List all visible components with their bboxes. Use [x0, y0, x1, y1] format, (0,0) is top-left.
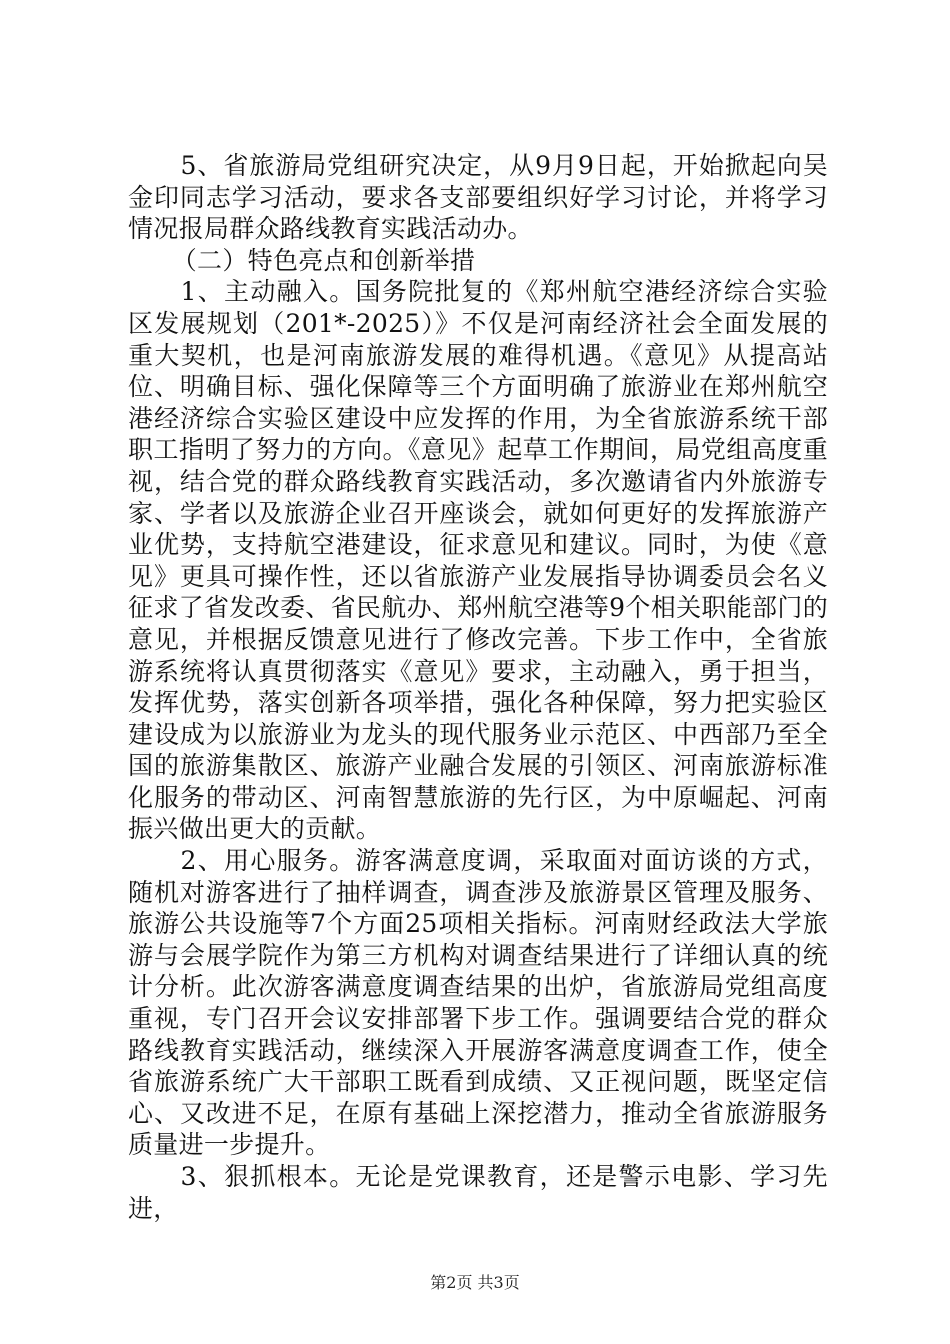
document-body	[128, 150, 828, 1224]
paragraph-attentive-service: 2、用心服务。游客满意度调，采取面对面访谈的方式，随机对游客进行了抽样调查，调查涉及旅游景区管理及服务、旅游公共设施等7个方面25项相关指标。河南财经政法大学旅游与会展学院作为第三方机构对调查结果进行了详细认真的统计分析。此次游客满意度调查结果的出炉，省旅游局党组高度重视，专门召开会议安排部署下步工作。强调要结合党的群众路线教育实践活动，继续深入开展游客满意度调查工作，使全省旅游系统广大干部职工既看到成绩、又正视问题，既坚定信心、又改进不足，在原有基础上深挖潜力，推动全省旅游服务质量进一步提升。	[128, 846, 828, 1160]
section-heading-features: （二）特色亮点和创新举措	[171, 245, 476, 275]
paragraph-item-5: 5、省旅游局党组研究决定，从9月9日起，开始掀起向吴金印同志学习活动，要求各支部要组织好学习讨论，并将学习情况报局群众路线教育实践活动办。	[128, 151, 828, 244]
paragraph-grasp-fundamentals: 3、狠抓根本。无论是党课教育，还是警示电影、学习先进，	[128, 1162, 828, 1223]
page-footer: 第2页 共3页	[430, 1273, 520, 1292]
paragraph-active-integration: 1、主动融入。国务院批复的《郑州航空港经济综合实验区发展规划（201*-2025）》不仅是河南经济社会全面发展的重大契机，也是河南旅游发展的难得机遇。《意见》从提高站位、明确目标、强化保障等三个方面明确了旅游业在郑州航空港经济综合实验区建设中应发挥的作用，为全省旅游系统干部职工指明了努力的方向。《意见》起草工作期间，局党组高度重视，结合党的群众路线教育实践活动，多次邀请省内外旅游专家、学者以及旅游企业召开座谈会，就如何更好的发挥旅游产业优势，支持航空港建设，征求意见和建议。同时，为使《意见》更具可操作性，还以省旅游产业发展指导协调委员会名义征求了省发改委、省民航办、郑州航空港等9个相关职能部门的意见，并根据反馈意见进行了修改完善。下步工作中，全省旅游系统将认真贯彻落实《意见》要求，主动融入，勇于担当，发挥优势，落实创新各项举措，强化各种保障，努力把实验区建设成为以旅游业为龙头的现代服务业示范区、中西部乃至全国的旅游集散区、旅游产业融合发展的引领区、河南旅游标准化服务的带动区、河南智慧旅游的先行区，为中原崛起、河南振兴做出更大的贡献。	[128, 277, 828, 844]
